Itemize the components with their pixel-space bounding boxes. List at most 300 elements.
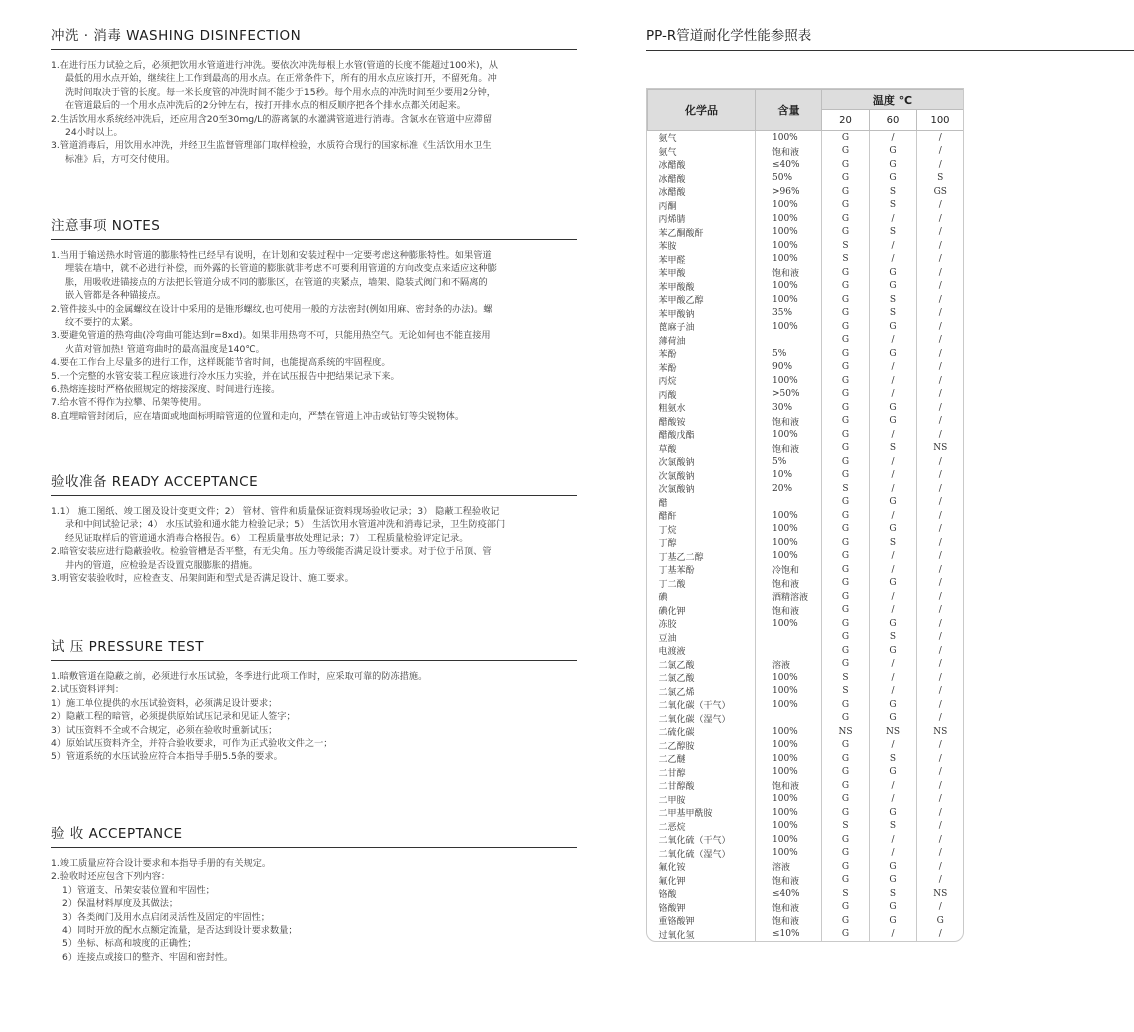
content-cell: ≤40% <box>756 158 822 172</box>
text-line: 2.验收时还应包含下列内容： <box>51 871 171 883</box>
content-cell <box>756 334 822 348</box>
temp-60-cell: G <box>870 401 917 415</box>
text-line: 2.生活饮用水系统经冲洗后，还应用含20至30mg/L的游离氯的水灌满管道进行消毒。含氯水在管道中应滞留 <box>51 113 493 125</box>
table-row <box>648 577 964 591</box>
text-line: 1）施工单位提供的水压试验资料，必须满足设计要求； <box>51 697 278 709</box>
chemical-name-cell: 苯胺 <box>648 239 756 253</box>
table-row <box>648 847 964 861</box>
chemical-name-cell: 冰醋酸 <box>648 172 756 186</box>
table-row <box>648 617 964 631</box>
temp-20-cell: G <box>822 293 870 307</box>
chemical-name-cell: 苯甲醛 <box>648 253 756 267</box>
temp-100-cell: / <box>938 227 942 238</box>
table-row <box>648 307 964 321</box>
temp-60-cell: / <box>870 455 917 469</box>
temp-100-cell: / <box>938 767 942 778</box>
text-line: 最低的用水点开始，继续往上工作到最高的用水点。在正常条件下，所有的用水点应该打开，不留死角。冲 <box>65 73 497 85</box>
text-line: 洗时间取决于管的长度。每一米长度管的冲洗时间不能少于15秒。每个用水点的冲洗时间至少要用2分钟， <box>65 86 496 98</box>
text-line: 1.暗敷管道在隐蔽之前，必须进行水压试验，冬季进行此项工作时，应采取可靠的防冻措施。 <box>51 671 428 682</box>
table-row <box>648 320 964 334</box>
content-cell: 溶液 <box>756 658 822 672</box>
temp-60-cell: / <box>870 833 917 847</box>
text-line: 4）原始试压资料齐全，并符合验收要求，可作为正式验收文件之一； <box>51 738 333 750</box>
chemical-name-cell: 醋 <box>648 496 756 510</box>
temp-20-cell: G <box>822 334 870 348</box>
content-cell: 100% <box>756 239 822 253</box>
temp-100-cell: / <box>938 780 942 791</box>
chemical-name-cell: 苯甲酸 <box>648 266 756 280</box>
temp-60-cell: G <box>870 860 917 874</box>
chemical-name-cell: 苯甲酸乙醇 <box>648 293 756 307</box>
temp-60-cell: / <box>870 590 917 604</box>
table-row <box>648 482 964 496</box>
content-cell: >50% <box>756 388 822 402</box>
temp-20-cell: G <box>822 698 870 712</box>
temp-60-cell: / <box>870 563 917 577</box>
table-row <box>648 239 964 253</box>
temp-60-cell: / <box>870 658 917 672</box>
temp-20-cell: G <box>822 874 870 888</box>
chemical-name-cell: 二乙醚 <box>648 752 756 766</box>
chemical-name-cell: 铬酸 <box>648 887 756 901</box>
chemical-name-cell: 二恶烷 <box>648 820 756 834</box>
content-cell: 100% <box>756 199 822 213</box>
table-row <box>648 901 964 915</box>
temp-20-cell: G <box>822 523 870 537</box>
chemical-name-cell: 苯乙酮酸酐 <box>648 226 756 240</box>
text-line: 2）隐蔽工程的暗管，必须提供原始试压记录和见证人签字； <box>51 711 296 723</box>
temp-20-cell: G <box>822 847 870 861</box>
content-cell <box>756 496 822 510</box>
temp-100-cell: / <box>938 537 942 548</box>
temp-60-cell: / <box>870 739 917 753</box>
temp-20-cell: G <box>822 361 870 375</box>
table-row <box>648 428 964 442</box>
temp-20-cell: G <box>822 428 870 442</box>
content-cell: 100% <box>756 293 822 307</box>
temp-100-cell: / <box>938 416 942 427</box>
text-line: 井内的管道，应检验是否设置克服膨胀的措施。 <box>65 559 258 571</box>
temp-20-cell: G <box>822 266 870 280</box>
section-body <box>51 505 577 585</box>
content-cell: 35% <box>756 307 822 321</box>
content-cell: 饱和液 <box>756 901 822 915</box>
table-row <box>648 469 964 483</box>
temp-60-cell: S <box>870 631 917 645</box>
temp-20-cell: S <box>822 253 870 267</box>
content-cell: 100% <box>756 253 822 267</box>
temp-100-cell: / <box>938 740 942 751</box>
content-cell: 50% <box>756 172 822 186</box>
temp-60-cell: / <box>870 388 917 402</box>
text-line: 5）管道系统的水压试验应符合本指导手册5.5条的要求。 <box>51 751 283 763</box>
content-cell: 100% <box>756 226 822 240</box>
temp-60-cell: S <box>870 199 917 213</box>
content-cell: 100% <box>756 212 822 226</box>
chemical-name-cell: 苯甲酸酸 <box>648 280 756 294</box>
content-cell: 100% <box>756 698 822 712</box>
temp-100-cell: / <box>938 551 942 562</box>
content-cell: 100% <box>756 536 822 550</box>
table-row <box>648 860 964 874</box>
temp-60-cell: S <box>870 442 917 456</box>
content-cell: 100% <box>756 617 822 631</box>
chemical-name-cell: 醋酐 <box>648 509 756 523</box>
content-cell: 100% <box>756 509 822 523</box>
temp-60-cell: / <box>870 361 917 375</box>
temp-60-cell: G <box>870 874 917 888</box>
temp-20-cell: G <box>822 280 870 294</box>
temp-20-cell: G <box>822 577 870 591</box>
text-line: 在管道最后的一个用水点冲洗后的2分钟左右，按打开排水点的相反顺序把各个排水点都关闭起来。 <box>65 100 466 112</box>
content-cell <box>756 644 822 658</box>
temp-60-cell: / <box>870 374 917 388</box>
temp-60-cell: / <box>870 509 917 523</box>
chemical-name-cell: 二乙醇胺 <box>648 739 756 753</box>
chemical-name-cell: 醋酸戊酯 <box>648 428 756 442</box>
content-cell: 饱和液 <box>756 415 822 429</box>
content-cell: 饱和液 <box>756 914 822 928</box>
temp-60-cell: S <box>870 887 917 901</box>
table-row <box>648 401 964 415</box>
content-cell: 5% <box>756 347 822 361</box>
temp-60-cell: / <box>870 550 917 564</box>
temp-20-cell: G <box>822 347 870 361</box>
temp-100-cell: S <box>937 173 944 184</box>
temp-60-cell: S <box>870 820 917 834</box>
chemical-name-cell: 氨气 <box>648 131 756 145</box>
chemical-name-cell: 冻胶 <box>648 617 756 631</box>
text-line: 埋装在墙中，就不必进行补偿，而外露的长管道的膨胀就非考虑不可要利用管道的方向改变点来适应这种膨 <box>65 263 497 275</box>
header-chemical: 化学品 <box>648 90 756 131</box>
temp-20-cell: G <box>822 928 870 942</box>
temp-20-cell: G <box>822 496 870 510</box>
temp-20-cell: G <box>822 320 870 334</box>
section-body <box>51 59 577 166</box>
temp-60-cell: / <box>870 685 917 699</box>
content-cell: 饱和液 <box>756 577 822 591</box>
temp-20-cell: S <box>822 671 870 685</box>
content-cell: 5% <box>756 455 822 469</box>
temp-60-cell: / <box>870 671 917 685</box>
temp-100-cell: / <box>938 713 942 724</box>
header-temperature: 温度 ℃ <box>822 90 964 110</box>
text-line: 1）管道支、吊架安装位置和牢固性； <box>62 884 215 896</box>
text-line: 1.当用于输送热水时管道的膨胀特性已经早有说明，在计划和安装过程中一定要考虑这种膨胀特性。如果管道 <box>51 250 492 261</box>
temp-100-cell: / <box>938 821 942 832</box>
temp-20-cell: G <box>822 185 870 199</box>
temp-100-cell: G <box>936 915 944 926</box>
chemical-name-cell: 次氯酸钠 <box>648 469 756 483</box>
chemical-name-cell: 碘 <box>648 590 756 604</box>
chemical-name-cell: 丙烷 <box>648 374 756 388</box>
section-body <box>51 670 577 764</box>
text-line: 3.管道消毒后，用饮用水冲洗，并经卫生监督管理部门取样检验，水质符合现行的国家标准《生活饮用水卫生 <box>51 140 492 152</box>
table-row <box>648 631 964 645</box>
text-line: 6.热熔连接时严格依照规定的熔接深度、时间进行连接。 <box>51 384 281 396</box>
table-row <box>648 766 964 780</box>
temp-100-cell: / <box>938 902 942 913</box>
temp-100-cell: NS <box>933 443 948 454</box>
temp-60-cell: G <box>870 698 917 712</box>
temp-20-cell: G <box>822 131 870 145</box>
table-row <box>648 266 964 280</box>
temp-100-cell: / <box>938 281 942 292</box>
temp-60-cell: NS <box>870 725 917 739</box>
table-row <box>648 712 964 726</box>
table-row <box>648 145 964 159</box>
chemical-name-cell: 二氯乙酸 <box>648 658 756 672</box>
temp-100-cell: / <box>938 618 942 629</box>
temp-60-cell: / <box>870 253 917 267</box>
temp-20-cell: G <box>822 145 870 159</box>
text-line: 3.明管安装验收时，应检查支、吊架间距和型式是否满足设计、施工要求。 <box>51 573 354 585</box>
temp-100-cell: / <box>938 875 942 886</box>
table-row <box>648 361 964 375</box>
content-cell: 100% <box>756 523 822 537</box>
temp-20-cell: G <box>822 374 870 388</box>
section-washing <box>51 24 577 166</box>
table-row <box>648 158 964 172</box>
content-cell: 100% <box>756 280 822 294</box>
table-row <box>648 496 964 510</box>
text-line: 标准》后，方可交付使用。 <box>65 153 176 165</box>
chemical-name-cell: 丁烷 <box>648 523 756 537</box>
content-cell <box>756 712 822 726</box>
chemical-name-cell: 豆油 <box>648 631 756 645</box>
chemical-name-cell: 次氯酸钠 <box>648 482 756 496</box>
content-cell: ≤10% <box>756 928 822 942</box>
temp-20-cell: G <box>822 226 870 240</box>
temp-20-cell: G <box>822 631 870 645</box>
chemical-name-cell: 二氧化硫（干气） <box>648 833 756 847</box>
table-row <box>648 739 964 753</box>
table-row <box>648 928 964 942</box>
text-line: 4）同时开放的配水点额定流量，是否达到设计要求数量； <box>62 925 298 937</box>
temp-100-cell: / <box>938 335 942 346</box>
content-cell: 100% <box>756 131 822 145</box>
chemical-name-cell: 二氧化碳（湿气） <box>648 712 756 726</box>
temp-60-cell: S <box>870 293 917 307</box>
table-row <box>648 644 964 658</box>
table-row <box>648 536 964 550</box>
table-row <box>648 172 964 186</box>
temp-20-cell: G <box>822 536 870 550</box>
table-row <box>648 131 964 145</box>
table-row <box>648 874 964 888</box>
section-title: 注意事项 NOTES <box>51 214 577 240</box>
temp-100-cell: / <box>938 497 942 508</box>
temp-100-cell: / <box>938 429 942 440</box>
content-cell: >96% <box>756 185 822 199</box>
temp-100-cell: / <box>938 861 942 872</box>
content-cell: 100% <box>756 793 822 807</box>
chemical-name-cell: 丁醇 <box>648 536 756 550</box>
temp-60-cell: S <box>870 536 917 550</box>
temp-100-cell: / <box>938 524 942 535</box>
text-line: 火苗对管加热! 管道弯曲时的最高温度是140℃。 <box>65 343 265 355</box>
temp-100-cell: NS <box>933 888 948 899</box>
temp-100-cell: / <box>938 672 942 683</box>
content-cell: 100% <box>756 739 822 753</box>
chemical-name-cell: 薄荷油 <box>648 334 756 348</box>
content-cell: 饱和液 <box>756 145 822 159</box>
temp-60-cell: G <box>870 577 917 591</box>
temp-20-cell: G <box>822 590 870 604</box>
chemical-name-cell: 丙烯腈 <box>648 212 756 226</box>
text-line: 胀，用吸收进锚接点的方法把长管道分成不同的膨胀区，在管道的夹紧点，墙架、隐装式阀门和不隔离的 <box>65 276 488 288</box>
temp-60-cell: G <box>870 914 917 928</box>
table-row <box>648 334 964 348</box>
temp-100-cell: / <box>938 483 942 494</box>
text-line: 1.在进行压力试验之后，必须把饮用水管道进行冲洗。要依次冲洗每根上水管(管道的长度不能超过100米)，从 <box>51 60 498 71</box>
temp-60-cell: / <box>870 482 917 496</box>
text-line: 3）试压资料不全或不合规定，必须在验收时重新试压； <box>51 724 278 736</box>
table-row <box>648 752 964 766</box>
temp-20-cell: S <box>822 482 870 496</box>
temp-20-cell: G <box>822 212 870 226</box>
temp-60-cell: S <box>870 226 917 240</box>
content-cell: 100% <box>756 685 822 699</box>
temp-60-cell: G <box>870 320 917 334</box>
content-cell: 100% <box>756 847 822 861</box>
temp-100-cell: / <box>938 267 942 278</box>
temp-20-cell: G <box>822 914 870 928</box>
table-row <box>648 833 964 847</box>
chemical-name-cell: 粗氨水 <box>648 401 756 415</box>
temp-20-cell: G <box>822 766 870 780</box>
chemical-name-cell: 草酸 <box>648 442 756 456</box>
content-cell: 100% <box>756 725 822 739</box>
content-cell: 100% <box>756 766 822 780</box>
text-line: 1.1） 施工图纸、竣工图及设计变更文件；2） 管材、管件和质量保证资料现场验收记录；3） 隐蔽工程验收记 <box>51 506 500 517</box>
temp-100-cell: / <box>938 308 942 319</box>
chemical-name-cell: 丙酸 <box>648 388 756 402</box>
chemical-name-cell: 蓖麻子油 <box>648 320 756 334</box>
chemical-resistance-table-wrap <box>646 88 964 942</box>
temp-60-cell: G <box>870 644 917 658</box>
temp-20-cell: G <box>822 833 870 847</box>
right-page <box>646 24 1134 941</box>
temp-100-cell: / <box>938 591 942 602</box>
header-content: 含量 <box>756 90 822 131</box>
temp-100-cell: / <box>938 456 942 467</box>
chemical-name-cell: 氨气 <box>648 145 756 159</box>
chemical-name-cell: 碘化钾 <box>648 604 756 618</box>
text-line: 3.要避免管道的热弯曲(冷弯曲可能达到r=8xd)。如果非用热弯不可，只能用热空气。无论如何也不能直接用 <box>51 330 491 342</box>
temp-60-cell: G <box>870 347 917 361</box>
content-cell: 100% <box>756 374 822 388</box>
text-line: 5）坐标、标高和坡度的正确性； <box>62 938 197 950</box>
table-row <box>648 793 964 807</box>
temp-60-cell: G <box>870 523 917 537</box>
chemical-name-cell: 铬酸钾 <box>648 901 756 915</box>
section-pressure-test <box>51 635 577 764</box>
table-row <box>648 550 964 564</box>
temp-20-cell: G <box>822 712 870 726</box>
temp-100-cell: / <box>938 753 942 764</box>
temp-100-cell: / <box>938 348 942 359</box>
header-temp-20: 20 <box>822 110 870 131</box>
temp-20-cell: G <box>822 860 870 874</box>
content-cell: 100% <box>756 550 822 564</box>
table-row <box>648 226 964 240</box>
temp-20-cell: S <box>822 887 870 901</box>
temp-20-cell: G <box>822 793 870 807</box>
table-row <box>648 590 964 604</box>
temp-60-cell: / <box>870 928 917 942</box>
section-title: 验 收 ACCEPTANCE <box>51 822 577 848</box>
temp-100-cell: / <box>938 240 942 251</box>
temp-60-cell: / <box>870 793 917 807</box>
temp-100-cell: / <box>938 375 942 386</box>
chemical-name-cell: 二硫化碳 <box>648 725 756 739</box>
temp-20-cell: G <box>822 604 870 618</box>
text-line: 5.一个完整的水管安装工程应该进行冷水压力实验，并在试压报告中把结果记录下来。 <box>51 370 400 382</box>
table-row <box>648 347 964 361</box>
table-row <box>648 887 964 901</box>
content-cell <box>756 631 822 645</box>
temp-20-cell: G <box>822 172 870 186</box>
table-row <box>648 280 964 294</box>
temp-20-cell: G <box>822 644 870 658</box>
temp-20-cell: NS <box>822 725 870 739</box>
text-line: 24小时以上。 <box>65 127 123 139</box>
temp-100-cell: GS <box>933 186 947 197</box>
chemical-name-cell: 二甘醇酸 <box>648 779 756 793</box>
temp-60-cell: S <box>870 185 917 199</box>
chemical-name-cell: 重铬酸钾 <box>648 914 756 928</box>
temp-100-cell: / <box>938 834 942 845</box>
temp-100-cell: / <box>938 632 942 643</box>
table-row <box>648 509 964 523</box>
table-row <box>648 604 964 618</box>
temp-60-cell: / <box>870 469 917 483</box>
table-row <box>648 199 964 213</box>
temp-100-cell: / <box>938 686 942 697</box>
text-line: 录和中间试验记录；4） 水压试验和通水能力检验记录；5） 生活饮用水管道冲洗和消毒记录，卫生防疫部门 <box>65 519 506 531</box>
temp-100-cell: / <box>938 659 942 670</box>
temp-20-cell: G <box>822 158 870 172</box>
temp-20-cell: G <box>822 415 870 429</box>
content-cell: 100% <box>756 671 822 685</box>
content-cell: ≤40% <box>756 887 822 901</box>
table-row <box>648 671 964 685</box>
content-cell: 冷饱和 <box>756 563 822 577</box>
temp-20-cell: S <box>822 685 870 699</box>
content-cell: 100% <box>756 428 822 442</box>
temp-60-cell: S <box>870 307 917 321</box>
section-title: 试 压 PRESSURE TEST <box>51 635 577 661</box>
temp-100-cell: / <box>938 848 942 859</box>
temp-100-cell: / <box>938 362 942 373</box>
text-line: 6）连接点或接口的整齐、牢固和密封性。 <box>62 951 234 963</box>
temp-100-cell: NS <box>933 726 948 737</box>
content-cell: 饱和液 <box>756 779 822 793</box>
temp-100-cell: / <box>938 132 942 143</box>
text-line: 1.竣工质量应符合设计要求和本指导手册的有关规定。 <box>51 858 272 869</box>
temp-100-cell: / <box>938 200 942 211</box>
temp-100-cell: / <box>938 794 942 805</box>
text-line: 4.要在工作台上尽量多的进行工作，这样既能节省时间，也能提高系统的牢固程度。 <box>51 357 391 369</box>
temp-60-cell: / <box>870 212 917 226</box>
content-cell: 溶液 <box>756 860 822 874</box>
temp-100-cell: / <box>938 699 942 710</box>
content-cell: 10% <box>756 469 822 483</box>
temp-100-cell: / <box>938 402 942 413</box>
temp-100-cell: / <box>938 578 942 589</box>
temp-60-cell: G <box>870 266 917 280</box>
